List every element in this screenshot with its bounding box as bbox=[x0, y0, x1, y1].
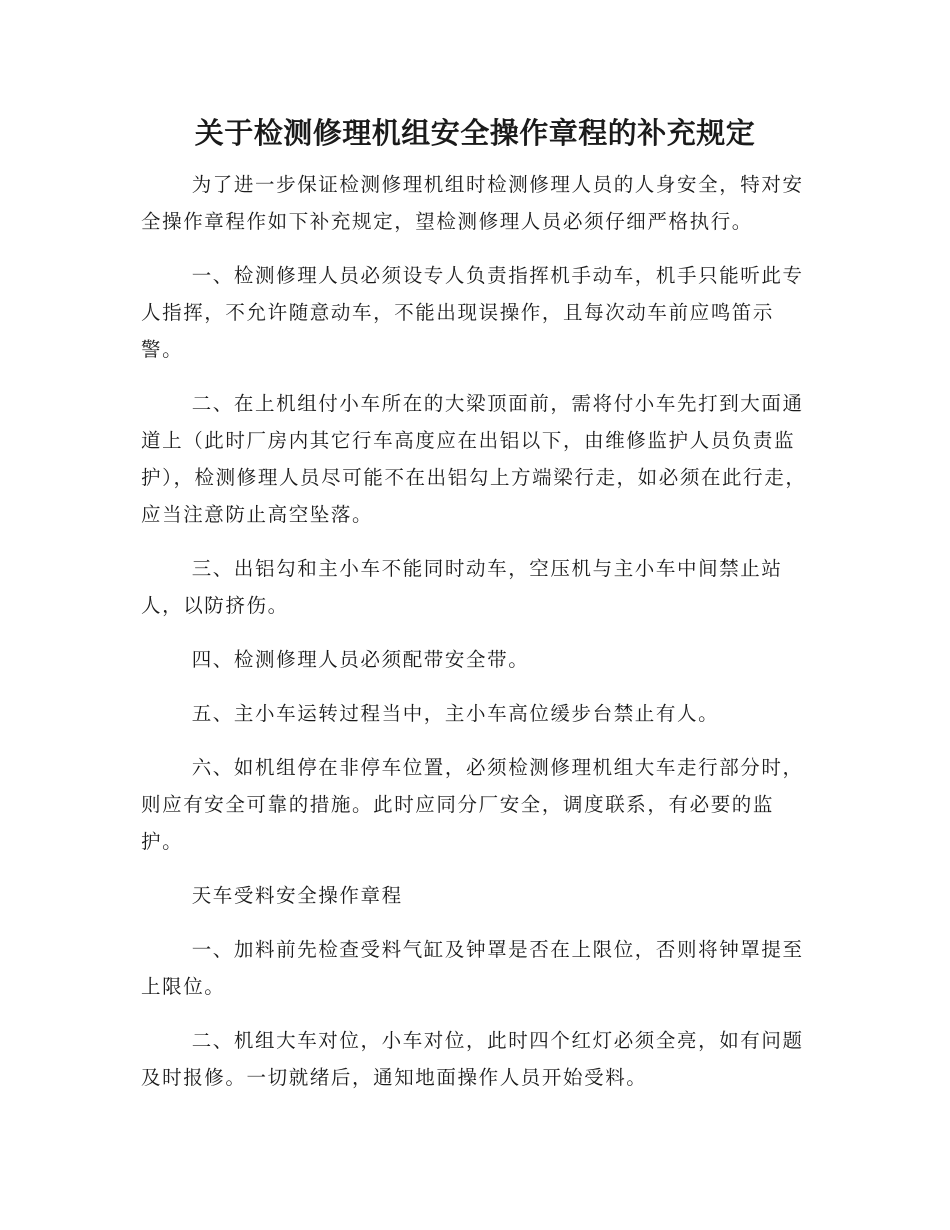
rule-paragraph-3: 三、出铝勾和主小车不能同时动车，空压机与主小车中间禁止站人，以防挤伤。 bbox=[141, 557, 783, 617]
crane-rule-paragraph-2: 二、机组大车对位，小车对位，此时四个红灯必须全亮，如有问题及时报修。一切就绪后，通知地面操作人员开始受料。 bbox=[141, 1029, 804, 1089]
rule-paragraph-2: 二、在上机组付小车所在的大梁顶面前，需将付小车先打到大面通道上（此时厂房内其它行车高度应在出铝以下，由维修监护人员负责监护），检测修理人员尽可能不在出铝勾上方端梁行走，如必须在此行走，应当注意防止高空坠落。 bbox=[141, 392, 807, 526]
document-title: 关于检测修理机组安全操作章程的补充规定 bbox=[194, 116, 756, 150]
intro-paragraph: 为了进一步保证检测修理机组时检测修理人员的人身安全，特对安全操作章程作如下补充规定，望检测修理人员必须仔细严格执行。 bbox=[141, 173, 804, 233]
section-heading: 天车受料安全操作章程 bbox=[191, 884, 403, 907]
document-body bbox=[141, 166, 811, 1113]
rule-paragraph-1: 一、检测修理人员必须设专人负责指挥机手动车，机手只能听此专人指挥，不允许随意动车，不能出现误操作，且每次动车前应鸣笛示警。 bbox=[141, 264, 804, 361]
rule-paragraph-6: 六、如机组停在非停车位置，必须检测修理机组大车走行部分时，则应有安全可靠的措施。此时应同分厂安全，调度联系，有必要的监护。 bbox=[141, 756, 804, 853]
rule-paragraph-5: 五、主小车运转过程当中，主小车高位缓步台禁止有人。 bbox=[191, 702, 720, 725]
rule-paragraph-4: 四、检测修理人员必须配带安全带。 bbox=[191, 648, 530, 671]
crane-rule-paragraph-1: 一、加料前先检查受料气缸及钟罩是否在上限位，否则将钟罩提至上限位。 bbox=[141, 938, 804, 998]
